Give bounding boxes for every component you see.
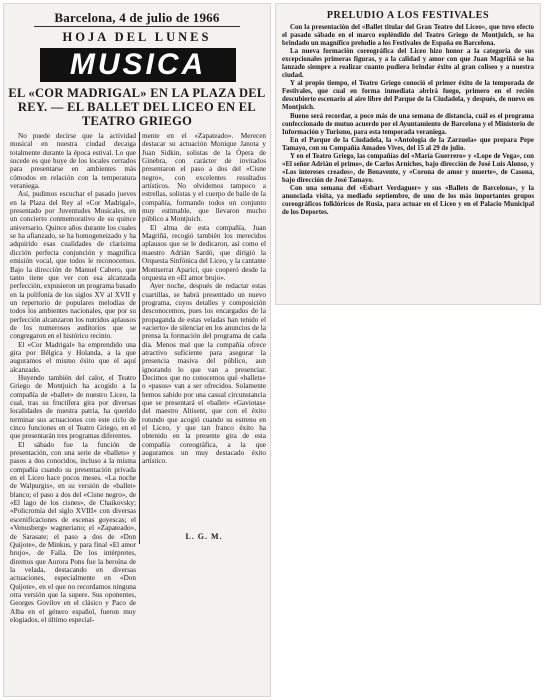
paragraph: No puede decirse que la actividad musical en nuestra ciudad decaiga totalmente durante la época estival. Lo que sucede es que huye de los locales cerrados para presentarse en ambientes más cómodos en relación con la temperatura veraniega. (10, 132, 136, 191)
festival-clipping (276, 4, 540, 304)
paragraph: Y en el Teatro Griego, las compañías del «María Guerrero» y «Lope de Vega», con «El señor Adrián el primo», de Carlos Arniches, bajo dirección de José Luis Alonso, y «Los intereses creados», de Benavente, y «Corona de amor y muerte», de Casona, bajo dirección de José Tamayo. (282, 152, 534, 184)
paragraph: Y al propio tiempo, el Teatro Griego conoció el primer éxito de la temporada de Festivales, que cual en forma inmediata abrirá fuego, primero en el recién descubierto escenario al aire libre del Parque de la Ciudadela, y después, de nuevo en Montjuich. (282, 80, 534, 112)
section-banner: MUSICA (40, 48, 236, 82)
clipping-title: PRELUDIO A LOS FESTIVALES (326, 10, 490, 21)
music-column-clipping (4, 4, 270, 696)
paragraph: La nueva formación coreográfica del Liceo hizo honor a la categoría de sus excepcionales primeras figuras, y a la calidad y amor con que Juan Magriñá se ha lanzado siempre a realizar cuanto pudiera brindar éxito al gran coliseo y a nuestra ciudad. (282, 48, 534, 80)
clipping-body (282, 24, 534, 300)
article-headline: EL «COR MADRIGAL» EN LA PLAZA DEL REY. — EL BALLET DEL LICEO EN EL TEATRO GRIEGO (8, 86, 266, 128)
paragraph: Huyendo también del calor, el Teatro Griego de Montjuich ha acogido a la compañía de «ballet» de nuestro Liceo, la cual, tras su fructífera gira por diversas localidades de nuestra patria, ha querido terminar sus actuaciones con este ciclo de cinco funciones en el Teatro Griego, en el que presentarán tres programas diferentes. (10, 373, 136, 441)
paragraph: Con una semana del «Esbart Verdaguer» y sus «Ballets de Barcelona», y la anunciada visita, ya mediado septiembre, de uno de los más importantes grupos coreográficos folklóricos de Rusia, para actuar en el Liceo y en el Palacio Municipal de los Deportes. (282, 184, 534, 217)
paragraph: Ayer noche, después de redactar estas cuartillas, se habrá presentado un nuevo programa, cuyos detalles y composición desconocemos, pues los encargados de la propaganda de estas veladas han tenido el «acierto» de silenciar en los anuncios de la prensa la formación del programa de cada día. Menos mal que la compañía ofrece atractivo suficiente para asegurar la presencia masiva del público, aun ignorando lo que van a presenciar. Decimos que no conocemos qué «ballets» o «pasos» van a ser ofrecidos. Solamente hemos sabido por una casual circunstancia que se presentará el «ballet» «Gaviotas» del maestro Altisent, que con el éxito rotundo que acogió cuando su estreno en el Liceo, y que tan franco éxito ha obtenido en la presente gira de esta compañía coreográfica, a la que auguramos un muy destacado éxito artístico. (142, 282, 266, 466)
paragraph: mente en el «Zapateado». Merecen destacar su actuación Monique Janota y Juan Sidkin, solistas de la Ópera de Ginebra, con carácter de invitados presentaron el paso a dos del «Cisne negro», con excelentes resultados artísticos. No olvidemos tampoco a estrellas, solistas y el cuerpo de baile de la compañía, formando todos un conjunto muy estimable, que llevaron mucho público a Montjuich. (142, 132, 266, 224)
newspaper-section: HOJA DEL LUNES (62, 30, 212, 44)
paragraph: El alma de esta compañía, Juan Magriñá, recogió también los merecidos aplausos que se le dedicaron, así como el maestro Adrián Sardó, que dirigió la Orquesta Sinfónica del Liceo, y la cantante Montserrat Aparici, que cooperó desde la orquesta en «El amor brujo». (142, 223, 266, 282)
article-column-1 (10, 132, 136, 692)
paragraph: Con la presentación del «Ballet titular del Gran Teatro del Liceo», que tuvo efecto el pasado sábado en el marco espléndido del Teatro Griego de Montjuich, se ha brindado un magnífico preludio a los Festivales de España en Barcelona. (282, 24, 534, 48)
author-signature: L. G. M. (185, 532, 223, 541)
column-divider (139, 132, 140, 544)
paragraph: En el Parque de la Ciudadela, la «Antología de la Zarzuela» que prepara Pepe Tamayo, con su Compañía Amadeo Vives, del 15 al 29 de julio. (282, 136, 534, 152)
dateline-rule (34, 26, 240, 27)
dateline: Barcelona, 4 de julio de 1966 (54, 10, 220, 25)
paragraph: El sábado fue la función de presentación, con una serie de «ballets» y pasos a dos conocidos, incluso a la misma compañía cuando su presentación privada en el Liceo hace pocos meses. «La noche de Walpurgis», en su versión de «ballet» blanco; el paso a dos del «Cisne negro», de «El lago de los cisnes», de Chaikovsky; «Policromía del siglo XVIII» con diversas escenificaciones de escenas goyescas; el «Venusberg» wagneriano; el «Zapateado», de Sarasate; el paso a dos de «Don Quijote», de Minkus, y para final «El amor brujo», de Falla. De los intérpretes, diremos que Aurora Pons fue la heroína de la velada, destacando en diversas actuaciones, especialmente en «Don Quijote», en el que no recordamos ninguna otra versión que la supere. Sus oponentes, Georges Govilov en el clásico y Paco de Alba en el género español, fueron muy elogiados, el último especial- (10, 440, 136, 624)
paragraph: Bueno será recordar, a poco más de una semana de distancia, cuál es el programa confeccionado de mutuo acuerdo por el Ayuntamiento de Barcelona y el Ministerio de Información y Turismo, para esta temporada veraniega. (282, 112, 534, 136)
paragraph: Así, pudimos escuchar el pasado jueves en la Plaza del Rey al «Cor Madrigal», presentado por Juventudes Musicales, en un concierto conmemorativo de su quince aniversario. Quince años durante los cuales se ha afianzado, se ha homogeneizado y ha adquirido esas cualidades de clarísima dicción perfecta conjunción y magnífica emisión vocal, que todos le reconocemos. Bajo la dirección de Manuel Cabero, que tanto tiene que ver con esa alcanzada perfección, expusieron un programa basado en la polifonía de los siglos XV al XVII y un repertorio de populares melodías de todos los ambientes nacionales, que por su perfección alcanzaron los nutridos aplausos de los numerosos auditorios que se congregaron en el histórico recinto. (10, 190, 136, 341)
paragraph: El «Cor Madrigal» ha emprendido una gira por Bélgica y Holanda, a la que auguramos el mismo éxito que el aquí alcanzado. (10, 340, 136, 374)
article-column-2 (142, 132, 266, 552)
